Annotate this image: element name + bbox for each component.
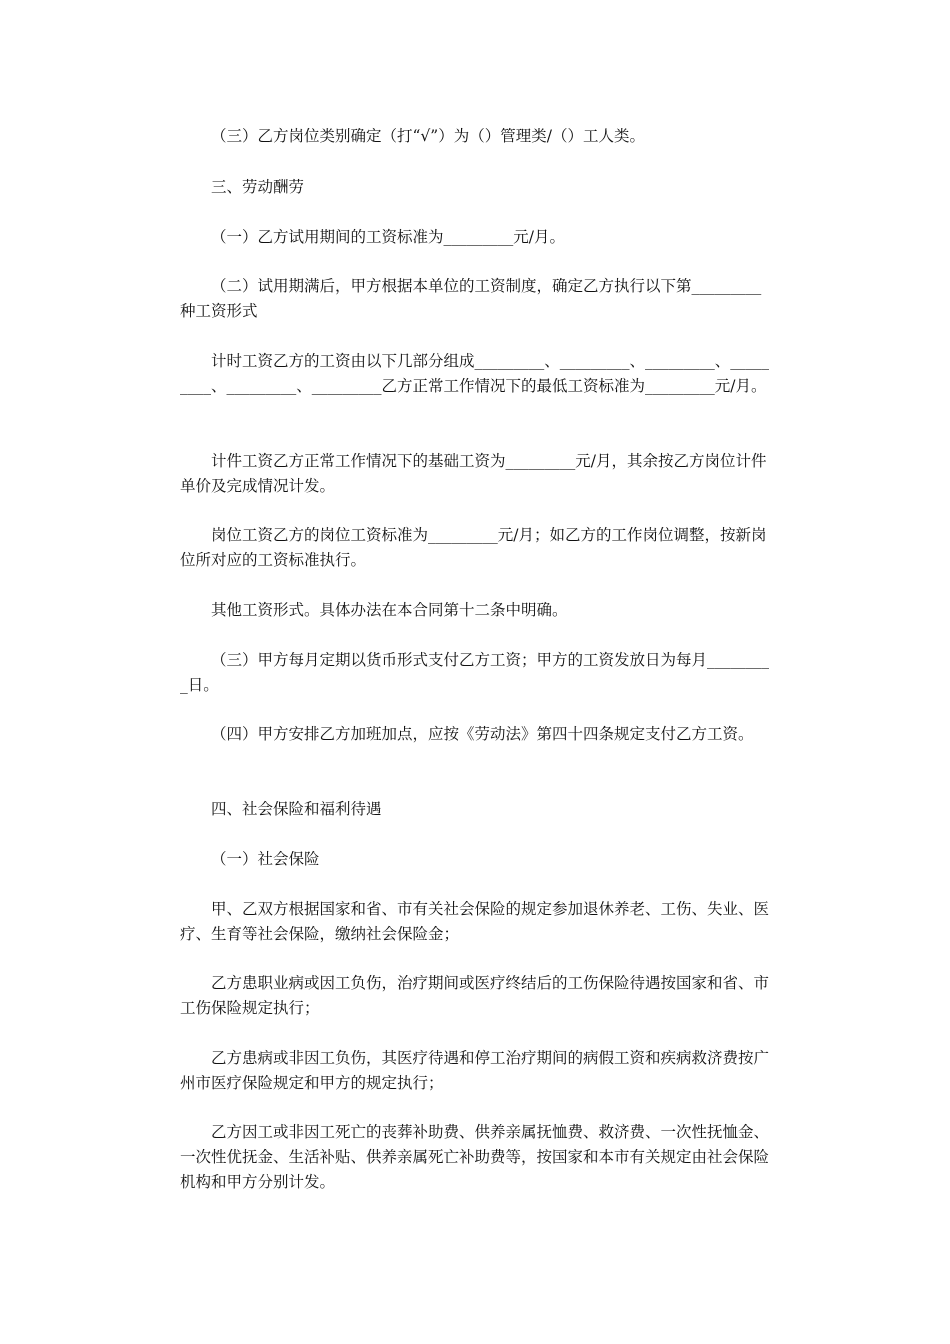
paragraph-post-category: （三）乙方岗位类别确定（打“√”）为（）管理类/（）工人类。 [211,127,645,145]
paragraph-insurance-participation: 甲、乙双方根据国家和省、市有关社会保险的规定参加退休养老、工伤、失业、医疗、生育等社会保险，缴纳社会保险金； [180,900,770,943]
paragraph-wage-form: （二）试用期满后，甲方根据本单位的工资制度，确定乙方执行以下第_________种工资形式 [180,277,762,320]
paragraph-overtime: （四）甲方安排乙方加班加点，应按《劳动法》第四十四条规定支付乙方工资。 [211,725,754,743]
subheading-social-insurance: （一）社会保险 [211,850,320,868]
paragraph-post-wage: 岗位工资乙方的岗位工资标准为_________元/月；如乙方的工作岗位调整，按新岗位所对应的工资标准执行。 [180,526,767,569]
paragraph-occupational-injury: 乙方患职业病或因工负伤，治疗期间或医疗终结后的工伤保险待遇按国家和省、市工伤保险规定执行； [180,974,770,1017]
section-heading-remuneration: 三、劳动酬劳 [211,178,305,196]
paragraph-time-wage: 计时工资乙方的工资由以下几部分组成_________、_________、_________、_________、_________、_________乙方正常工作情况下的最低工资标准为_________元/月。 [180,352,770,395]
paragraph-piece-wage: 计件工资乙方正常工作情况下的基础工资为_________元/月，其余按乙方岗位计件单价及完成情况计发。 [180,452,767,495]
paragraph-sick-leave: 乙方患病或非因工负伤，其医疗待遇和停工治疗期间的病假工资和疾病救济费按广州市医疗保险规定和甲方的规定执行； [180,1049,770,1092]
paragraph-death-benefits: 乙方因工或非因工死亡的丧葬补助费、供养亲属抚恤费、救济费、一次性抚恤金、一次性优抚金、生活补贴、供养亲属死亡补助费等，按国家和本市有关规定由社会保险机构和甲方分别计发。 [180,1123,770,1191]
paragraph-probation-wage: （一）乙方试用期间的工资标准为_________元/月。 [211,228,565,246]
paragraph-other-wage: 其他工资形式。具体办法在本合同第十二条中明确。 [211,601,568,619]
section-heading-social-insurance: 四、社会保险和福利待遇 [211,800,382,818]
paragraph-payment-day: （三）甲方每月定期以货币形式支付乙方工资；甲方的工资发放日为每月_________日。 [180,651,770,694]
